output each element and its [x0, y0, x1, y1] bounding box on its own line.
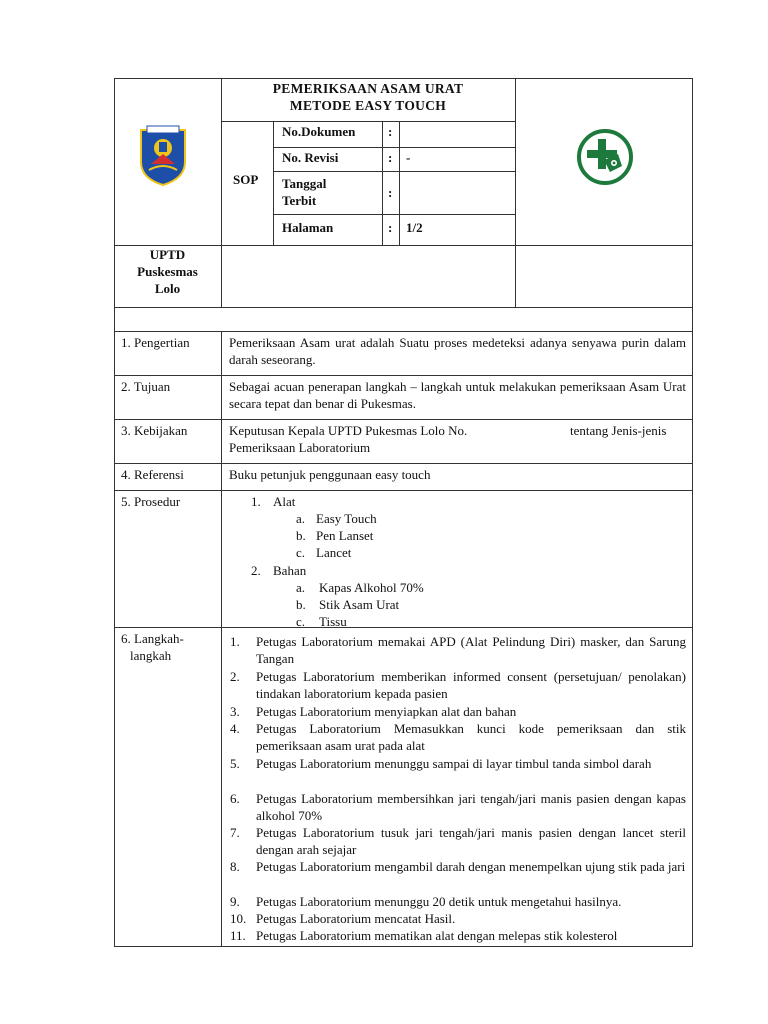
body-label-divider: [221, 331, 222, 947]
header-bottom-divider: [114, 307, 693, 308]
section-text-kebijakan-part-b: tentang Jenis-jenis: [570, 423, 667, 438]
prosedur-alat-number: 1.: [251, 494, 261, 509]
step-number: 7.: [230, 825, 240, 840]
meta-row-divider-2: [273, 171, 515, 172]
step-number: 5.: [230, 756, 240, 771]
bahan-item-text: Tissu: [319, 614, 347, 629]
alat-item-letter: c.: [296, 545, 306, 560]
meta-label-no-dokumen: No.Dokumen: [282, 124, 356, 139]
section-label-tujuan: 2. Tujuan: [121, 379, 171, 394]
step-number: 4.: [230, 721, 240, 736]
puskesmas-logo-icon: [576, 128, 634, 186]
prosedur-alat-heading: Alat: [273, 494, 296, 509]
section-text-kebijakan-part-c: Pemeriksaan Laboratorium: [229, 440, 371, 455]
sop-label: SOP: [233, 172, 259, 187]
spacer-row-divider: [114, 331, 693, 332]
meta-colon-divider-left: [382, 121, 383, 245]
regency-emblem-icon: [137, 124, 189, 186]
sop-meta-divider: [273, 121, 274, 245]
section-label-prosedur: 5. Prosedur: [121, 494, 181, 509]
step-text: Petugas Laboratorium tusuk jari tengah/jari manis pasien dengan lancet steril dengan arah sejajar: [256, 825, 686, 857]
step-text: Petugas Laboratorium mencatat Hasil.: [256, 911, 456, 926]
alat-item-text: Lancet: [316, 545, 352, 560]
org-name-line-3: Lolo: [154, 281, 181, 296]
meta-label-halaman: Halaman: [282, 220, 334, 235]
document-title-line-2: METODE EASY TOUCH: [289, 98, 447, 113]
bahan-item-letter: b.: [296, 597, 306, 612]
header-divider-right: [515, 78, 516, 307]
meta-colon-tanggal-terbit: :: [388, 185, 393, 200]
step-number: 8.: [230, 859, 240, 874]
step-text: Petugas Laboratorium menunggu sampai di layar timbul tanda simbol darah: [256, 756, 652, 771]
row-divider-referensi: [114, 490, 693, 491]
step-text: Petugas Laboratorium mematikan alat dengan melepas stik kolesterol: [256, 928, 618, 943]
step-text: Petugas Laboratorium memakai APD (Alat Pelindung Diri) masker, dan Sarung Tangan: [256, 634, 686, 666]
meta-colon-halaman: :: [388, 220, 393, 235]
step-text: Petugas Laboratorium Memasukkan kunci kode pemeriksaan dan stik pemeriksaan asam urat pada alat: [256, 721, 686, 753]
section-text-pengertian: Pemeriksaan Asam urat adalah Suatu proses medeteksi adanya senyawa purin dalam darah seseorang.: [229, 335, 686, 367]
step-text: Petugas Laboratorium mengambil darah dengan menempelkan ujung stik pada jari: [256, 859, 686, 874]
bahan-item-letter: a.: [296, 580, 306, 595]
section-label-langkah-line-1: 6. Langkah-: [121, 631, 184, 646]
title-row-divider: [221, 121, 515, 122]
section-text-tujuan: Sebagai acuan penerapan langkah – langkah untuk melakukan pemeriksaan Asam Urat secara tepat dan benar di Pukesmas.: [229, 379, 686, 411]
org-name-line-2: Puskesmas: [137, 264, 198, 279]
org-name-line-1: UPTD: [149, 247, 186, 262]
meta-colon-no-revisi: :: [388, 150, 393, 165]
alat-item-letter: b.: [296, 528, 306, 543]
bahan-item-letter: c.: [296, 614, 306, 629]
alat-item-text: Pen Lanset: [316, 528, 374, 543]
document-title-line-1: PEMERIKSAAN ASAM URAT: [272, 81, 464, 96]
meta-colon-no-dokumen: :: [388, 124, 393, 139]
meta-row-divider-1: [273, 147, 515, 148]
bahan-item-text: Kapas Alkohol 70%: [319, 580, 424, 595]
step-text: Petugas Laboratorium menyiapkan alat dan bahan: [256, 704, 517, 719]
section-label-pengertian: 1. Pengertian: [121, 335, 190, 350]
meta-value-halaman: 1/2: [406, 220, 423, 235]
step-text: Petugas Laboratorium membersihkan jari tengah/jari manis pasien dengan kapas alkohol 70%: [256, 791, 686, 823]
meta-colon-divider-right: [399, 121, 400, 245]
step-number: 11.: [230, 928, 246, 943]
step-number: 2.: [230, 669, 240, 684]
step-number: 3.: [230, 704, 240, 719]
section-label-langkah-line-2: langkah: [130, 648, 172, 663]
step-text: Petugas Laboratorium memberikan informed consent (persetujuan/ penolakan) tindakan laboratorium kepada pasien: [256, 669, 686, 701]
step-number: 9.: [230, 894, 240, 909]
step-number: 10.: [230, 911, 247, 926]
row-divider-tujuan: [114, 419, 693, 420]
alat-item-letter: a.: [296, 511, 306, 526]
bahan-item-text: Stik Asam Urat: [319, 597, 400, 612]
meta-row-divider-3: [273, 214, 515, 215]
row-divider-prosedur: [114, 627, 693, 628]
section-text-referensi: Buku petunjuk penggunaan easy touch: [229, 467, 431, 482]
row-divider-kebijakan: [114, 463, 693, 464]
step-number: 6.: [230, 791, 240, 806]
step-number: 1.: [230, 634, 240, 649]
meta-value-no-revisi: -: [406, 150, 411, 165]
meta-label-no-revisi: No. Revisi: [282, 150, 339, 165]
step-text: Petugas Laboratorium menunggu 20 detik untuk mengetahui hasilnya.: [256, 894, 622, 909]
section-label-referensi: 4. Referensi: [121, 467, 184, 482]
prosedur-bahan-number: 2.: [251, 563, 261, 578]
alat-item-text: Easy Touch: [316, 511, 377, 526]
prosedur-bahan-heading: Bahan: [273, 563, 307, 578]
section-label-kebijakan: 3. Kebijakan: [121, 423, 188, 438]
row-divider-pengertian: [114, 375, 693, 376]
meta-label-tanggal-terbit: Tanggal Terbit: [282, 176, 327, 208]
section-text-kebijakan-part-a: Keputusan Kepala UPTD Pukesmas Lolo No.: [229, 423, 468, 438]
